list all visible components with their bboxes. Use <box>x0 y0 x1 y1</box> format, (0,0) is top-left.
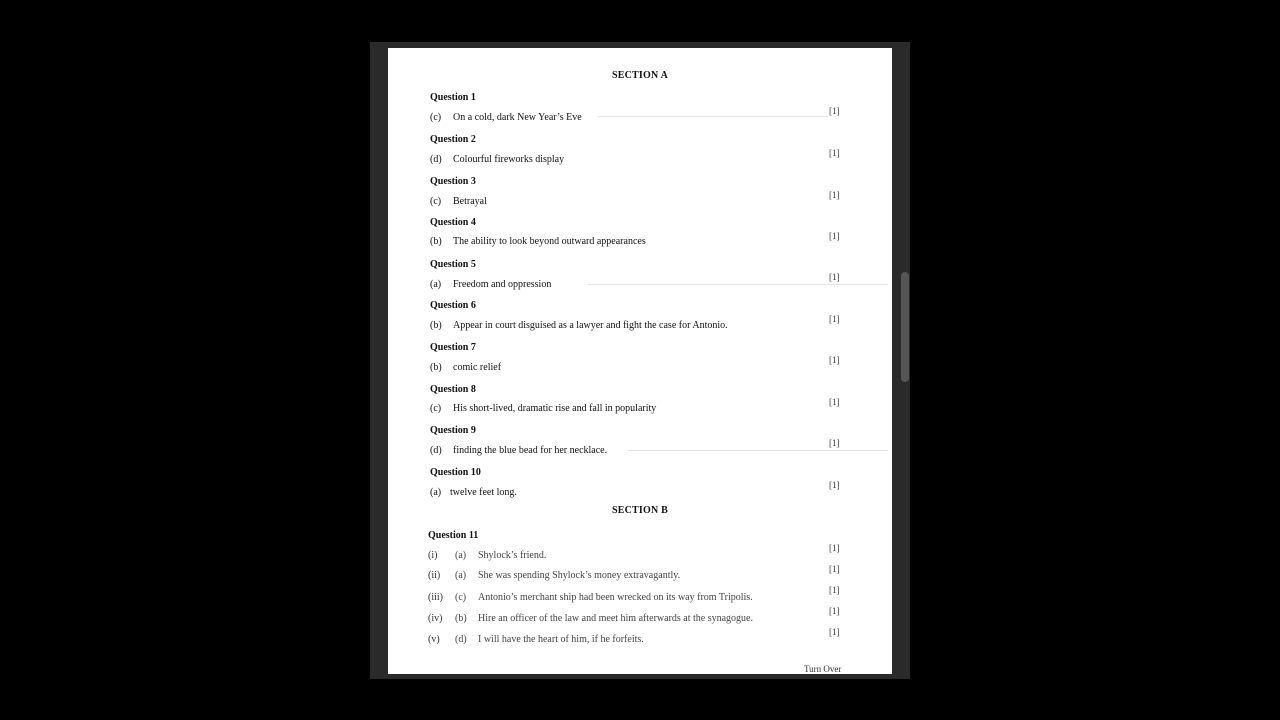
option-letter: (b) <box>430 236 442 247</box>
section-a-heading: SECTION A <box>612 70 668 81</box>
faint-rule <box>588 284 888 285</box>
answer-text: finding the blue bead for her necklace. <box>453 445 608 456</box>
question-3-marks: [1] <box>829 190 840 200</box>
part-numeral: (ii) <box>428 570 441 581</box>
option-letter: (b) <box>430 362 442 373</box>
question-6-answer <box>430 320 728 331</box>
question-3-answer <box>430 196 487 207</box>
question-4-marks: [1] <box>829 231 840 241</box>
answer-text: I will have the heart of him, if he forfeits. <box>478 634 644 645</box>
option-letter: (c) <box>430 112 442 123</box>
question-8-marks: [1] <box>829 397 840 407</box>
question-10-title: Question 10 <box>430 467 481 478</box>
turn-over-label: Turn Over <box>804 664 842 674</box>
part-iii-marks: [1] <box>829 585 840 595</box>
answer-text: Betrayal <box>453 196 487 207</box>
part-numeral: (iii) <box>428 592 443 603</box>
option-letter: (a) <box>455 570 467 581</box>
question-1-marks: [1] <box>829 106 840 116</box>
answer-text: Shylock’s friend. <box>478 550 547 561</box>
question-2-marks: [1] <box>829 148 840 158</box>
part-iv-marks: [1] <box>829 606 840 616</box>
faint-rule <box>628 450 888 451</box>
question-2-title: Question 2 <box>430 134 476 145</box>
question-5-title: Question 5 <box>430 259 476 270</box>
answer-text: Colourful fireworks display <box>453 154 565 165</box>
answer-text: She was spending Shylock’s money extravagantly. <box>478 570 681 581</box>
question-11-part-iii <box>428 592 753 603</box>
question-11-part-v <box>428 634 644 645</box>
question-7-answer <box>430 362 501 373</box>
part-ii-marks: [1] <box>829 564 840 574</box>
part-numeral: (i) <box>428 550 438 561</box>
part-numeral: (v) <box>428 634 440 645</box>
answer-text: The ability to look beyond outward appearances <box>453 236 646 247</box>
answer-text: Hire an officer of the law and meet him afterwards at the synagogue. <box>478 613 753 624</box>
question-11-part-iv <box>428 613 753 624</box>
vertical-scrollbar[interactable] <box>901 272 909 382</box>
option-letter: (c) <box>455 592 467 603</box>
option-letter: (d) <box>430 154 442 165</box>
question-3-title: Question 3 <box>430 176 476 187</box>
faint-rule <box>598 116 828 117</box>
part-numeral: (iv) <box>428 613 443 624</box>
answer-text: comic relief <box>453 362 502 373</box>
question-8-title: Question 8 <box>430 384 476 395</box>
option-letter: (c) <box>430 196 442 207</box>
answer-text: Appear in court disguised as a lawyer and fight the case for Antonio. <box>453 320 728 331</box>
question-7-title: Question 7 <box>430 342 476 353</box>
part-i-marks: [1] <box>829 543 840 553</box>
question-6-marks: [1] <box>829 314 840 324</box>
question-2-answer <box>430 154 564 165</box>
question-6-title: Question 6 <box>430 300 476 311</box>
answer-text: twelve feet long. <box>450 487 517 498</box>
option-letter: (b) <box>455 613 467 624</box>
question-7-marks: [1] <box>829 355 840 365</box>
question-5-marks: [1] <box>829 272 840 282</box>
option-letter: (a) <box>430 487 442 498</box>
answer-text: Antonio’s merchant ship had been wrecked on its way from Tripolis. <box>478 592 753 603</box>
question-8-answer <box>430 403 656 414</box>
answer-text: Freedom and oppression <box>453 279 552 290</box>
option-letter: (c) <box>430 403 442 414</box>
question-10-answer <box>430 487 517 498</box>
question-9-title: Question 9 <box>430 425 476 436</box>
document-page <box>388 48 892 674</box>
question-9-marks: [1] <box>829 438 840 448</box>
option-letter: (a) <box>455 550 467 561</box>
answer-text: His short-lived, dramatic rise and fall in popularity <box>453 403 657 414</box>
question-10-marks: [1] <box>829 480 840 490</box>
question-1-answer <box>430 112 582 123</box>
option-letter: (d) <box>430 445 442 456</box>
question-11-title: Question 11 <box>428 530 479 541</box>
question-11-part-ii <box>428 570 680 581</box>
question-9-answer <box>430 445 607 456</box>
answer-text: On a cold, dark New Year’s Eve <box>453 112 582 123</box>
question-4-answer <box>430 236 646 247</box>
option-letter: (d) <box>455 634 467 645</box>
question-4-title: Question 4 <box>430 217 476 228</box>
question-5-answer <box>430 279 551 290</box>
option-letter: (b) <box>430 320 442 331</box>
option-letter: (a) <box>430 279 442 290</box>
part-v-marks: [1] <box>829 627 840 637</box>
question-11-part-i <box>428 550 546 561</box>
section-b-heading: SECTION B <box>612 505 668 516</box>
question-1-title: Question 1 <box>430 92 476 103</box>
